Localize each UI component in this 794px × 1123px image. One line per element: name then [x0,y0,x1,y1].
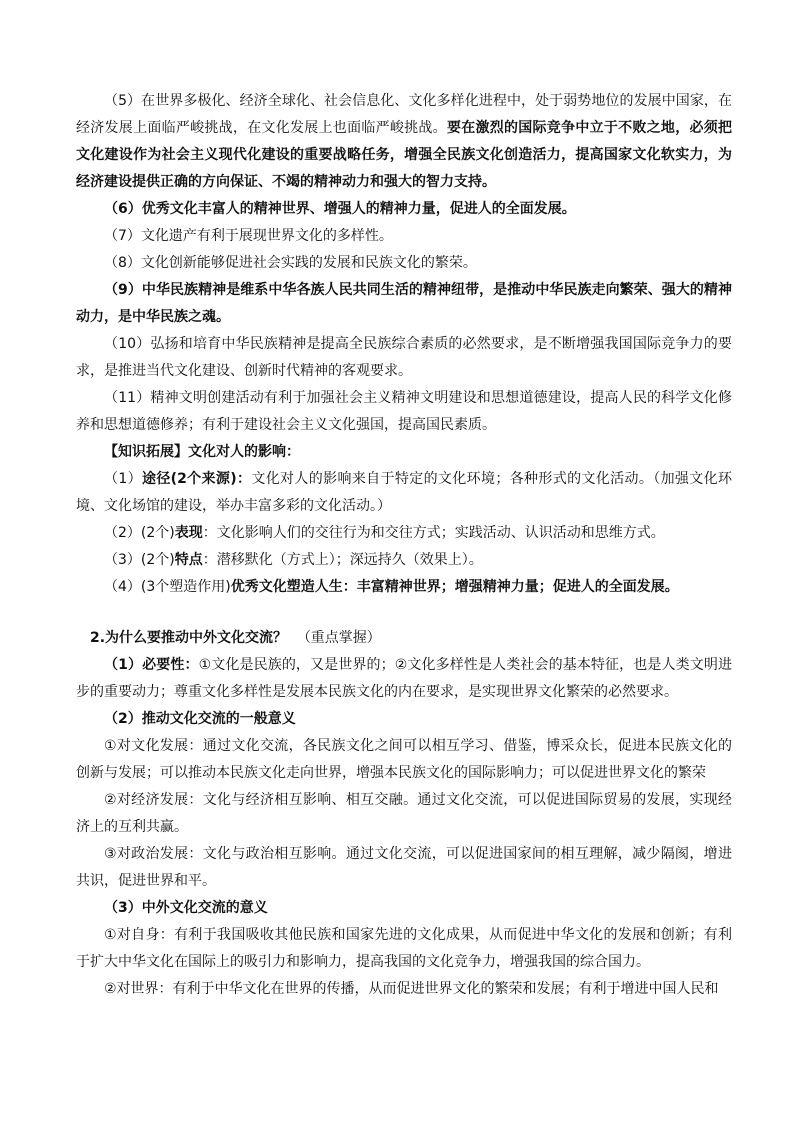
extension-item-1-num: （1） [104,471,142,487]
paragraph-9: （9）中华民族精神是维系中华各族人民共同生活的精神纽带，是推动中华民族走向繁荣、强大的精神动力，是中华民族之魂。 [76,282,732,325]
extension-item-4 [76,574,732,601]
necessity-paragraph [76,652,732,706]
culture-development-item: ①对文化发展：通过文化交流，各民族文化之间可以相互学习、借鉴，博采众长，促进本民族文化的创新与发展；可以推动本民族文化走向世界，增强本民族文化的国际影响力；可以促进世界文化的繁荣 [76,738,732,781]
paragraph-5-bold-text: 要在激烈的国际竞争中立于不败之地，必须把文化建设作为社会主义现代化建设的重要战略任务，增强全民族文化创造活力，提高国家文化软实力，为经济建设提供正确的方向保证、不竭的精神动力和强大的智力支持。 [76,120,733,190]
politics-development-item: ③对政治发展：文化与政治相互影响。通过文化交流，可以促进国家间的相互理解，减少隔阂，增进共识，促进世界和平。 [76,846,732,889]
question-2-title: 2.为什么要推动中外文化交流？ [90,630,288,646]
paragraph-7: （7）文化遗产有利于展现世界文化的多样性。 [104,228,393,244]
necessity-label: （1）必要性： [104,657,199,673]
world-significance-item: ②对世界：有利于中华文化在世界的传播，从而促进世界文化的繁荣和发展；有利于增进中国人民和 [104,981,719,997]
extension-item-3-num: （3）(2个) [104,552,175,568]
extension-item-1-key: 途径(2个来源)： [141,471,252,487]
question-2-note: （重点掌握） [296,630,381,646]
general-significance-heading: （2）推动文化交流的一般意义 [104,711,296,727]
economy-development-item: ②对经济发展：文化与经济相互影响、相互交融。通过文化交流，可以促进国际贸易的发展，实现经济上的互利共赢。 [76,792,732,835]
exchange-significance-heading: （3）中外文化交流的意义 [104,900,268,916]
section-spacer [76,601,732,625]
knowledge-extension-title: 【知识拓展】文化对人的影响： [104,444,300,460]
paragraph-8: （8）文化创新能够促进社会实践的发展和民族文化的繁荣。 [104,255,477,271]
question-2-heading [76,625,732,652]
extension-item-4-text: 优秀文化塑造人生：丰富精神世界；增强精神力量；促进人的全面发展。 [230,579,679,595]
paragraph-6: （6）优秀文化丰富人的精神世界、增强人的精神力量，促进人的全面发展。 [104,201,576,217]
extension-item-3-key: 特点 [174,552,203,568]
paragraph-5-text: （5）在世界多极化、经济全球化、社会信息化、文化多样化进程中，处于弱势地位的发展中国家，在经济发展上面临严峻挑战，在文化发展上也面临严峻挑战。 [76,93,732,136]
paragraph-5 [76,88,732,196]
extension-item-4-num: （4）(3个塑造作用) [104,579,231,595]
self-significance-item: ①对自身：有利于我国吸收其他民族和国家先进的文化成果，从而促进中华文化的发展和创新；有利于扩大中华文化在国际上的吸引力和影响力，提高我国的文化竞争力，增强我国的综合国力。 [76,927,732,970]
extension-item-3 [76,547,732,574]
extension-item-3-text: ：潜移默化（方式上）；深远持久（效果上）。 [202,552,483,568]
necessity-text: ①文化是民族的，又是世界的；②文化多样性是人类社会的基本特征，也是人类文明进步的重要动力；尊重文化多样性是发展本民族文化的内在要求，是实现世界文化繁荣的必然要求。 [76,657,732,700]
document-page [76,88,732,1003]
extension-item-2-text: ：文化影响人们的交往行为和交往方式；实践活动、认识活动和思维方式。 [202,525,665,541]
extension-item-1 [76,466,732,520]
extension-item-2-num: （2）(2个) [104,525,175,541]
extension-item-1-text: 文化对人的影响来自于特定的文化环境；各种形式的文化活动。（加强文化环境、文化场馆的建设，举办丰富多彩的文化活动。） [76,471,732,514]
extension-item-2-key: 表现 [174,525,203,541]
paragraph-11: （11）精神文明创建活动有利于加强社会主义精神文明建设和思想道德建设，提高人民的科学文化修养和思想道德修养；有利于建设社会主义文化强国，提高国民素质。 [76,390,732,433]
extension-item-2 [76,520,732,547]
paragraph-10: （10）弘扬和培育中华民族精神是提高全民族综合素质的必然要求，是不断增强我国国际竞争力的要求，是推进当代文化建设、创新时代精神的客观要求。 [76,336,732,379]
